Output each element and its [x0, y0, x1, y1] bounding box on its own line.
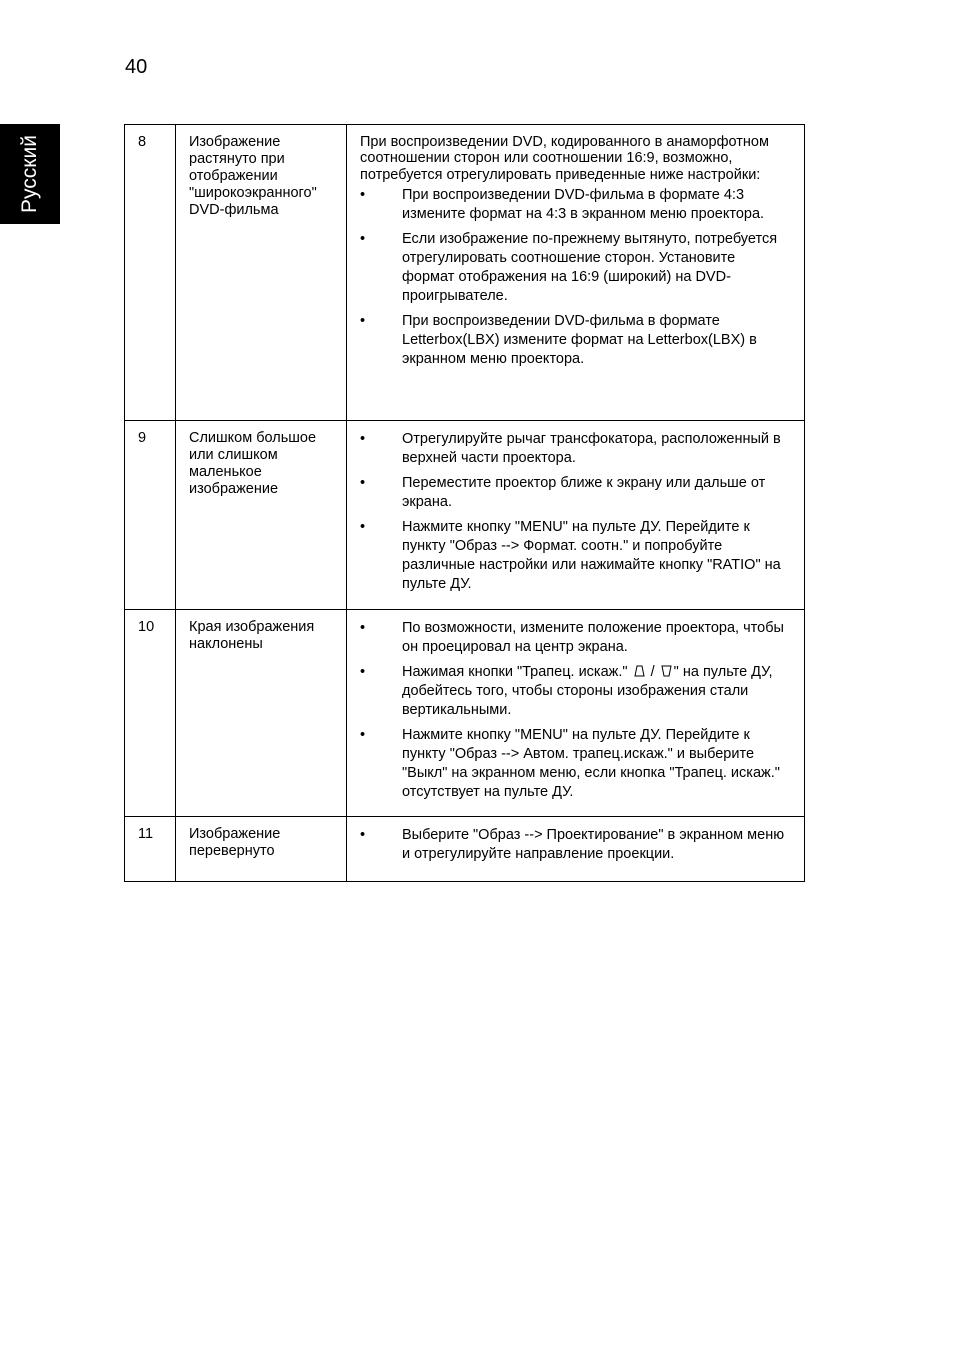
- bullet-marker: •: [360, 620, 366, 636]
- table-row: [125, 610, 805, 817]
- problem-description: Края изображения наклонены: [176, 610, 347, 817]
- troubleshooting-table: [124, 124, 805, 882]
- row-number: 8: [125, 125, 176, 421]
- solution-item: [360, 474, 791, 512]
- solution-item: [360, 230, 791, 306]
- bullet-marker: •: [360, 312, 366, 329]
- problem-description: Изображение перевернуто: [176, 817, 347, 882]
- solution-text: Переместите проектор ближе к экрану или дальше от экрана.: [402, 475, 766, 510]
- solution-text: При воспроизведении DVD-фильма в формате Letterbox(LBX) измените формат на Letterbox(LBX) в экранном меню проектора.: [402, 312, 757, 367]
- table-row: [125, 817, 805, 882]
- page-number: 40: [125, 56, 148, 78]
- bullet-marker: •: [360, 827, 366, 843]
- row-number: 10: [125, 610, 176, 817]
- bullet-marker: •: [360, 664, 366, 680]
- solution-list: [360, 186, 791, 369]
- solution-list: [360, 619, 791, 802]
- problem-description: Изображение растянуто при отображении "широкоэкранного" DVD-фильма: [176, 125, 347, 421]
- row-number: 11: [125, 817, 176, 882]
- solution-cell: [347, 610, 805, 817]
- bullet-marker: •: [360, 727, 366, 743]
- language-tab-label: Русский: [18, 135, 41, 213]
- table-row: [125, 125, 805, 421]
- solution-text: При воспроизведении DVD-фильма в формате 4:3 измените формат на 4:3 в экранном меню проектора.: [402, 186, 765, 222]
- keystone-up-icon: [634, 665, 645, 677]
- solution-text: Выберите "Образ --> Проектирование" в экранном меню и отрегулируйте направление проекции.: [402, 827, 785, 862]
- solution-item: [360, 826, 791, 864]
- table-row: [125, 421, 805, 610]
- solution-text: " на пульте ДУ, добейтесь того, чтобы стороны изображения стали вертикальными.: [402, 664, 773, 718]
- solution-text: Отрегулируйте рычаг трансфокатора, расположенный в верхней части проектора.: [402, 431, 781, 466]
- bullet-marker: •: [360, 230, 366, 247]
- solution-cell: [347, 421, 805, 610]
- solution-item: [360, 663, 791, 720]
- solution-text: Нажимая кнопки "Трапец. искаж.": [402, 664, 628, 680]
- bullet-marker: •: [360, 186, 366, 203]
- bullet-marker: •: [360, 431, 366, 447]
- icon-separator: /: [650, 664, 655, 680]
- solution-intro: При воспроизведении DVD, кодированного в анаморфотном соотношении сторон или соотношении 16:9, возможно, потребуется отрегулировать приведенные ниже настройки:: [360, 134, 769, 183]
- solution-item: [360, 312, 791, 369]
- solution-item: [360, 619, 791, 657]
- row-number: 9: [125, 421, 176, 610]
- solution-list: [360, 826, 791, 864]
- bullet-marker: •: [360, 475, 366, 491]
- bullet-marker: •: [360, 519, 366, 535]
- solution-text: Если изображение по-прежнему вытянуто, потребуется отрегулировать соотношение сторон. Установите формат отображения на 16:9 (широкий) на DVD-проигрывателе.: [402, 230, 778, 304]
- solution-list: [360, 430, 791, 594]
- solution-item: [360, 430, 791, 468]
- solution-text: Нажмите кнопку "MENU" на пульте ДУ. Перейдите к пункту "Образ --> Автом. трапец.искаж." и выберите "Выкл" на экранном меню, если кнопка "Трапец. искаж." отсутствует на пульте ДУ.: [402, 727, 780, 800]
- solution-cell: [347, 817, 805, 882]
- keystone-down-icon: [661, 665, 672, 677]
- solution-item: [360, 518, 791, 594]
- solution-text: Нажмите кнопку "MENU" на пульте ДУ. Перейдите к пункту "Образ --> Формат. соотн." и попробуйте различные настройки или нажимайте кнопку "RATIO" на пульте ДУ.: [402, 519, 781, 592]
- language-side-tab: [0, 124, 60, 224]
- solution-item: [360, 186, 791, 224]
- solution-item: [360, 726, 791, 802]
- solution-cell: [347, 125, 805, 421]
- problem-description: Слишком большое или слишком маленькое изображение: [176, 421, 347, 610]
- solution-text: По возможности, измените положение проектора, чтобы он проецировал на центр экрана.: [402, 620, 784, 655]
